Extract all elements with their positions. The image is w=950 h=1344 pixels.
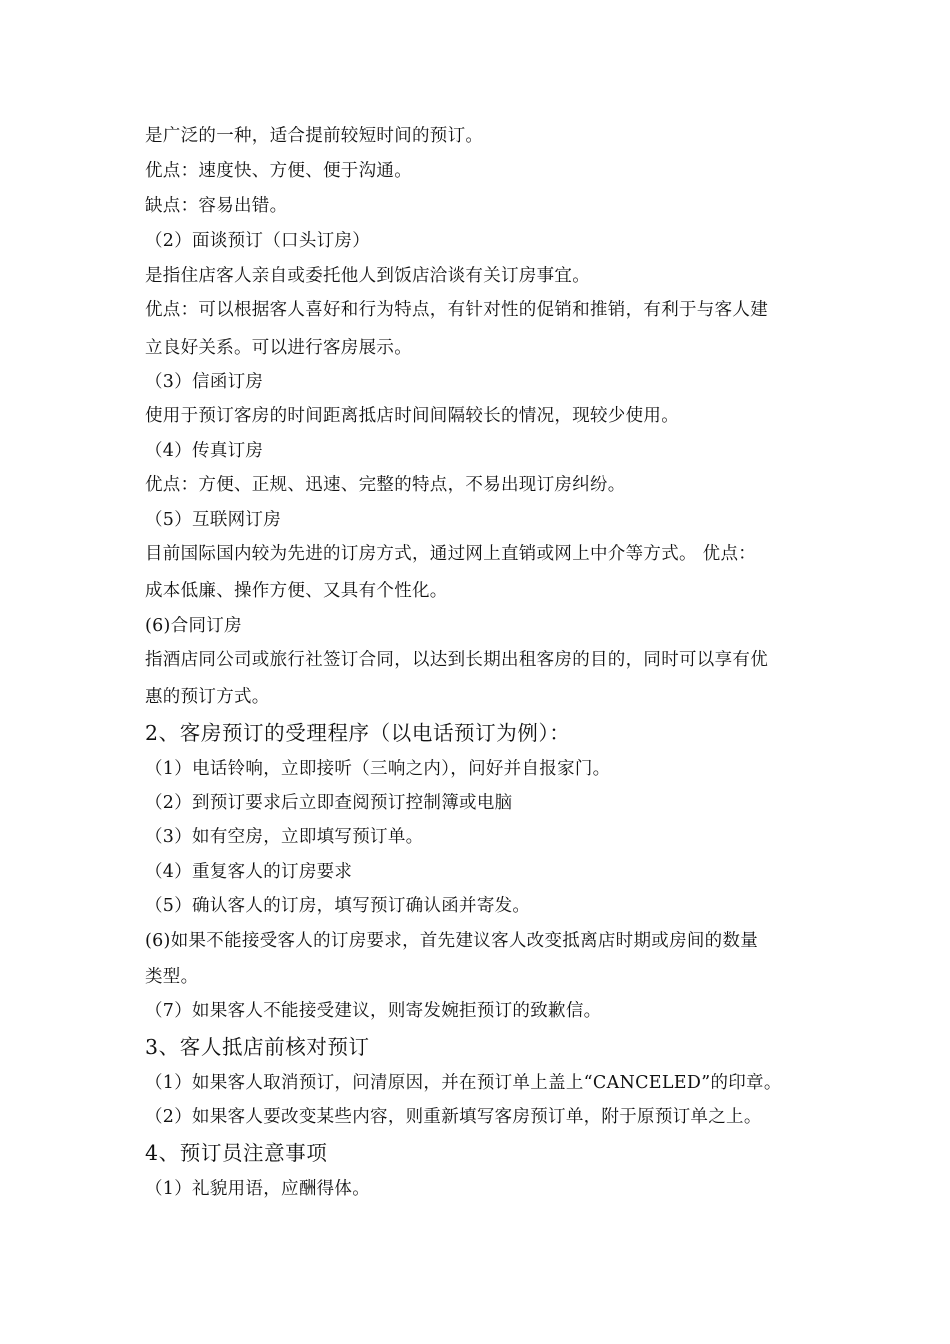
text-line: 优点：可以根据客人喜好和行为特点，有针对性的促销和推销，有利于与客人建 bbox=[145, 300, 768, 320]
list-item: （3）信函订房 bbox=[145, 372, 264, 392]
text-line: 是广泛的一种，适合提前较短时间的预订。 bbox=[145, 126, 484, 146]
text-line: 使用于预订客房的时间距离抵店时间间隔较长的情况，现较少使用。 bbox=[145, 406, 679, 426]
list-item: （2）面谈预订（口头订房） bbox=[145, 231, 371, 251]
list-item: (6)如果不能接受客人的订房要求，首先建议客人改变抵离店时期或房间的数量 bbox=[145, 931, 759, 951]
list-item: （1）礼貌用语，应酬得体。 bbox=[145, 1179, 371, 1199]
text-line: 优点：方便、正规、迅速、完整的特点，不易出现订房纠纷。 bbox=[145, 475, 626, 495]
list-item: （1）电话铃响，立即接听（三响之内），问好并自报家门。 bbox=[145, 759, 611, 779]
list-item: (6)合同订房 bbox=[145, 616, 242, 636]
list-item: （5）确认客人的订房，填写预订确认函并寄发。 bbox=[145, 896, 531, 916]
list-item: （7）如果客人不能接受建议，则寄发婉拒预订的致歉信。 bbox=[145, 1001, 602, 1021]
list-item: （4）重复客人的订房要求 bbox=[145, 862, 353, 882]
section-heading: 3、客人抵店前核对预订 bbox=[145, 1035, 370, 1059]
section-heading: 4、预订员注意事项 bbox=[145, 1141, 328, 1165]
text-line: 是指住店客人亲自或委托他人到饭店洽谈有关订房事宜。 bbox=[145, 266, 590, 286]
text-line: 成本低廉、操作方便、又具有个性化。 bbox=[145, 581, 448, 601]
text-line: 立良好关系。可以进行客房展示。 bbox=[145, 338, 412, 358]
list-item: （5）互联网订房 bbox=[145, 510, 282, 530]
list-item: （2）到预订要求后立即查阅预订控制簿或电脑 bbox=[145, 793, 513, 813]
text-line: 目前国际国内较为先进的订房方式，通过网上直销或网上中介等方式。 优点： bbox=[145, 544, 757, 564]
text-line: 惠的预订方式。 bbox=[145, 687, 270, 707]
list-item: （3）如有空房，立即填写预订单。 bbox=[145, 827, 424, 847]
text-line: 优点：速度快、方便、便于沟通。 bbox=[145, 161, 412, 181]
text-line: 缺点：容易出错。 bbox=[145, 196, 288, 216]
section-heading: 2、客房预订的受理程序（以电话预订为例）： bbox=[145, 721, 571, 745]
text-line: 类型。 bbox=[145, 967, 199, 987]
list-item: （2）如果客人要改变某些内容，则重新填写客房预订单，附于原预订单之上。 bbox=[145, 1107, 762, 1127]
list-item: （4）传真订房 bbox=[145, 441, 264, 461]
text-line: 指酒店同公司或旅行社签订合同，以达到长期出租客房的目的，同时可以享有优 bbox=[145, 650, 768, 670]
list-item: （1）如果客人取消预订，问清原因，并在预订单上盖上“CANCELED”的印章。 bbox=[145, 1073, 782, 1093]
